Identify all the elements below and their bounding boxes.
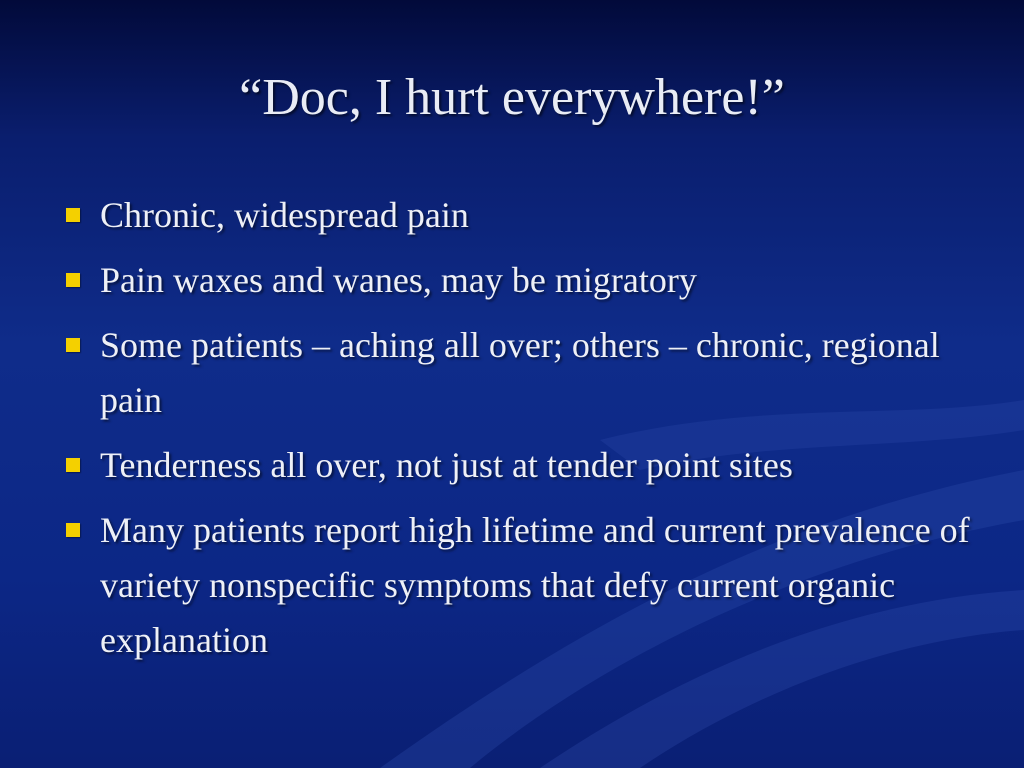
slide-title: “Doc, I hurt everywhere!” <box>239 69 785 126</box>
square-bullet-icon <box>66 523 80 537</box>
bullet-text: Tenderness all over, not just at tender point sites <box>100 445 793 485</box>
bullet-text: Pain waxes and wanes, may be migratory <box>100 260 697 300</box>
bullet-text: Chronic, widespread pain <box>100 195 469 235</box>
square-bullet-icon <box>66 273 80 287</box>
bullet-item <box>62 318 982 428</box>
bullet-text: Some patients – aching all over; others – chronic, regional pain <box>100 325 940 420</box>
bullet-list <box>62 188 982 678</box>
bullet-item <box>62 503 982 668</box>
bullet-item <box>62 438 982 493</box>
bullet-text: Many patients report high lifetime and current prevalence of variety nonspecific symptoms that defy current organic explanation <box>100 510 970 660</box>
bullet-item <box>62 253 982 308</box>
bullet-item <box>62 188 982 243</box>
square-bullet-icon <box>66 458 80 472</box>
square-bullet-icon <box>66 208 80 222</box>
square-bullet-icon <box>66 338 80 352</box>
